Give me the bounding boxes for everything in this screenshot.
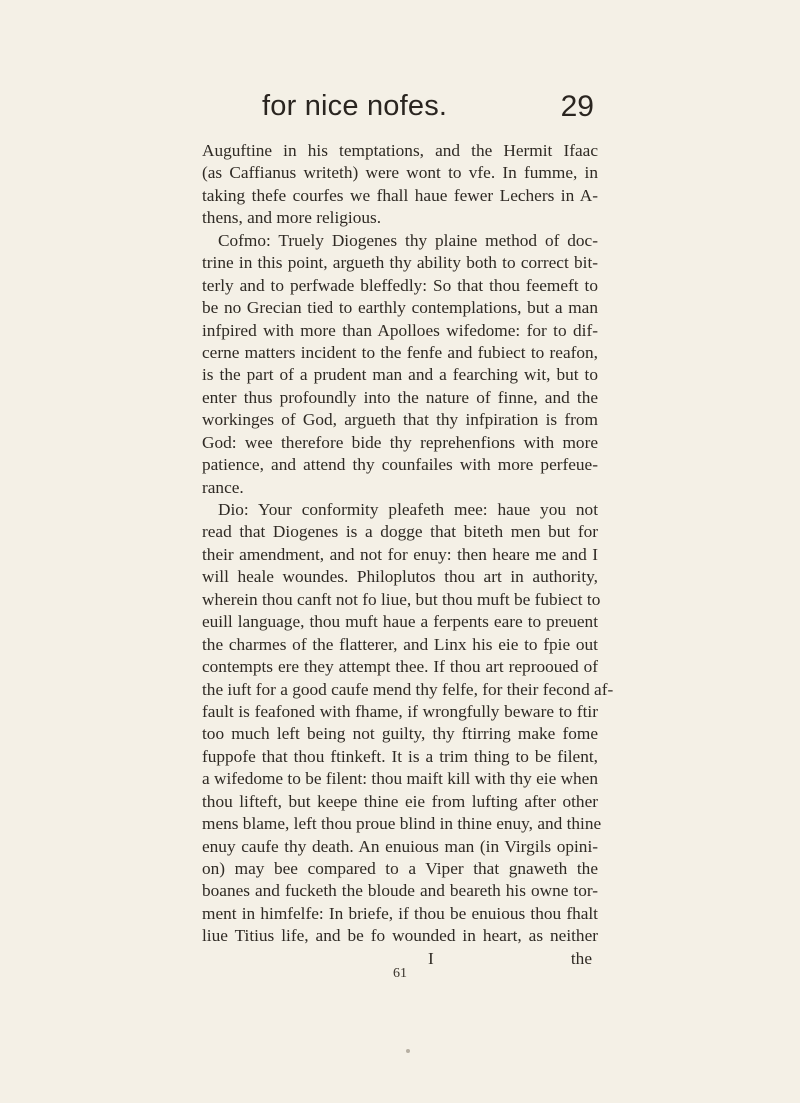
text-line: boanes and fucketh the bloude and beareth his owne tor- <box>202 881 598 901</box>
text-line: on) may bee compared to a Viper that gnaweth the <box>202 859 598 878</box>
text-line: will heale woundes. Philoplutos thou art in authority, <box>202 567 598 587</box>
plate-number: 61 <box>393 966 407 981</box>
text-line: the iuft for a good caufe mend thy felfe, for their fecond af- <box>202 679 614 699</box>
text-line: cerne matters incident to the fenfe and fubiect to reafon, <box>202 342 598 362</box>
text-line: euill language, thou muft haue a ferpents eare to preuent <box>202 612 598 632</box>
text-line: liue Titius life, and be fo wounded in heart, as neither <box>202 926 598 946</box>
running-head <box>200 90 600 138</box>
text-line: their amendment, and not for enuy: then heare me and I <box>202 544 598 564</box>
catchword: the <box>570 948 592 968</box>
text-line: fault is feafoned with fhame, if wrongfully beware to ftir <box>202 701 598 721</box>
text-line: fuppofe that thou ftinkeft. It is a trim thing to be filent, <box>202 746 598 766</box>
text-line: patience, and attend thy counfailes with more perfeue- <box>202 455 598 475</box>
text-line: contempts ere they attempt thee. If thou art reprooued of <box>202 657 598 677</box>
text-line: thens, and more religious. <box>202 208 382 228</box>
text-line: rance. <box>202 477 244 497</box>
page-title: for nice nofes. <box>262 90 448 122</box>
text-line: ment in himfelfe: In briefe, if thou be enuious thou fhalt <box>202 903 598 923</box>
text-line: the charmes of the flatterer, and Linx his eie to fpie out <box>202 634 598 654</box>
text-line: workinges of God, argueth that thy infpiration is from <box>202 410 598 430</box>
text-line: mens blame, left thou proue blind in thine enuy, and thine <box>202 814 602 834</box>
text-line: taking thefe courfes we fhall haue fewer Lechers in A- <box>202 185 598 205</box>
text-line: enuy caufe thy death. An enuious man (in Virgils opini- <box>202 836 598 856</box>
text-line: trine in this point, argueth thy ability both to correct bit- <box>202 253 598 273</box>
text-line: (as Caffianus writeth) were wont to vfe. In fumme, in <box>202 163 598 183</box>
text-line: Dio: Your conformity pleafeth mee: haue you not <box>218 500 598 519</box>
text-line: be no Grecian tied to earthly contemplations, but a man <box>202 298 598 318</box>
signature-mark: I <box>428 948 434 968</box>
text-line: thou lifteft, but keepe thine eie from lufting after other <box>202 791 598 811</box>
text-line: wherein thou canft not fo liue, but thou muft be fubiect to <box>202 589 601 609</box>
text-line: read that Diogenes is a dogge that biteth men but for <box>202 522 598 542</box>
text-line: enter thus profoundly into the nature of finne, and the <box>202 387 598 407</box>
text-line: is the part of a prudent man and a fearching wit, but to <box>202 365 598 385</box>
text-line: too much left being not guilty, thy ftirring make fome <box>202 724 598 744</box>
text-line: a wifedome to be filent: thou maift kill with thy eie when <box>202 769 598 789</box>
page-number: 29 <box>560 90 594 123</box>
text-line: terly and to perfwade bleffedly: So that thou feemeft to <box>202 275 598 295</box>
text-line: infpired with more than Apolloes wifedome: for to dif- <box>202 320 598 340</box>
text-line: Auguftine in his temptations, and the Hermit Ifaac <box>202 141 598 160</box>
body-text <box>202 140 614 970</box>
text-line: God: wee therefore bide thy reprehenfions with more <box>202 432 598 452</box>
text-line: Cofmo: Truely Diogenes thy plaine method of doc- <box>218 230 598 250</box>
paper-speck <box>406 1049 410 1053</box>
